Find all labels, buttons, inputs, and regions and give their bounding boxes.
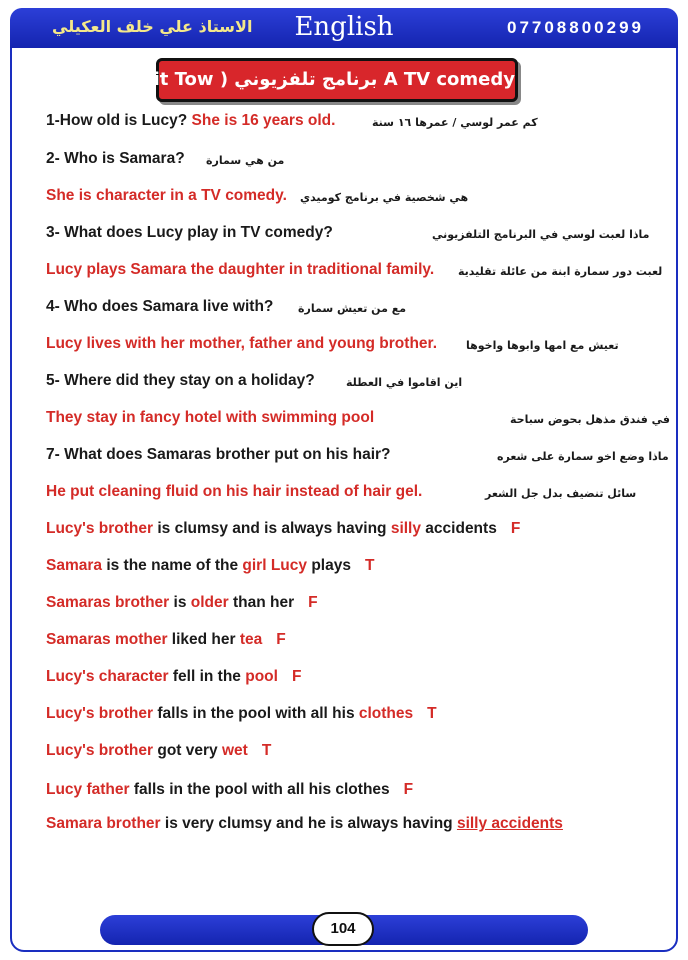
qa-line [46,150,185,168]
arabic-translation: ماذا لعبت لوسي في البرنامج التلفزيوني [432,228,650,241]
phone-number: 07708800299 [506,18,644,37]
statement-fragment: Lucy father [46,781,130,798]
answer-text: She is character in a TV comedy. [46,187,287,204]
tf-statement [46,742,271,760]
arabic-translation: اين اقاموا في العطلة [346,376,463,389]
statement-fragment: falls in the pool with all his [153,705,359,722]
answer-text: Lucy lives with her mother, father and young brother. [46,335,438,352]
statement-fragment: accidents [421,520,497,537]
statement-fragment: Lucy's character [46,668,169,685]
answer-text: He put cleaning fluid on his hair instead of hair gel. [46,483,423,500]
statement-fragment: Samaras mother [46,631,168,648]
tf-answer: T [427,705,437,722]
statement-fragment: fell in the [168,668,246,685]
arabic-translation: ماذا وضع اخو سمارة على شعره [497,450,669,463]
qa-line [46,187,287,205]
statement-fragment: falls in the pool with all his clothes [129,781,390,798]
arabic-translation: هي شخصية في برنامج كوميدي [300,191,469,204]
statement-fragment: Samaras brother [46,594,170,611]
tf-statement [46,815,563,833]
question-text: 3- What does Lucy play in TV comedy? [46,224,333,241]
tf-statement [46,631,286,649]
qa-line [46,446,391,464]
question-text: 2- Who is Samara? [46,150,185,167]
statement-fragment: Lucy's brother [46,742,154,759]
author-name: الاستاذ علي خلف العكيلي [52,17,253,36]
statement-fragment: older [190,594,229,611]
tf-statement [46,520,520,538]
statement-fragment: is [169,594,191,611]
statement-fragment: got very [153,742,222,759]
statement-fragment: is clumsy and is always having [153,520,391,537]
tf-answer: F [276,631,286,648]
arabic-translation: تعيش مع امها وابوها واخوها [466,339,619,352]
qa-line [46,335,437,353]
tf-statement [46,705,437,723]
tf-answer: T [261,742,272,759]
statement-fragment: pool [245,668,278,685]
answer-text: They stay in fancy hotel with swimming pool [46,409,375,426]
arabic-translation: في فندق مذهل بحوض سباحة [510,413,670,426]
tf-answer: F [403,781,414,798]
statement-fragment: than her [228,594,295,611]
qa-line [46,372,315,390]
statement-fragment: Lucy's brother [46,520,154,537]
answer-text: Lucy plays Samara the daughter in traditional family. [46,261,435,278]
question-text: 5- Where did they stay on a holiday? [46,372,315,389]
statement-fragment: tea [239,631,263,648]
qa-line [46,261,434,279]
statement-fragment: girl Lucy [242,557,308,574]
header-bar [10,8,678,48]
statement-fragment: liked her [167,631,240,648]
question-text: 1-How old is Lucy? [46,112,188,129]
statement-fragment: silly accidents [456,815,563,832]
page-number: 104 [312,912,374,946]
question-text: 4- Who does Samara live with? [46,298,274,315]
qa-line [46,409,374,427]
statement-fragment: silly [390,520,421,537]
statement-fragment: clothes [358,705,414,722]
arabic-translation: سائل تنضيف بدل جل الشعر [485,487,637,500]
question-text: 7- What does Samaras brother put on his hair? [46,446,391,463]
tf-statement [46,781,413,799]
qa-line [46,224,333,242]
statement-fragment: Lucy's brother [46,705,154,722]
tf-statement [46,594,318,612]
statement-fragment: wet [221,742,248,759]
subject-title: English [294,12,394,42]
tf-statement [46,668,301,686]
statement-fragment: plays [307,557,351,574]
arabic-translation: كم عمر لوسي / عمرها ١٦ سنة [372,116,538,129]
statement-fragment: is the name of the [102,557,243,574]
tf-answer: F [291,668,302,685]
qa-line [46,298,273,316]
answer-text: She is 16 years old. [191,112,336,129]
tf-answer: F [510,520,521,537]
statement-fragment: is very clumsy and he is always having [160,815,457,832]
arabic-translation: من هي سمارة [206,154,285,167]
qa-line [46,112,335,130]
qa-line [46,483,422,501]
tf-answer: F [308,594,318,611]
unit-title: A TV comedy برنامج تلفزيوني ( unit Tow ) [156,58,518,102]
statement-fragment: Samara brother [46,815,161,832]
tf-answer: T [364,557,375,574]
tf-statement [46,557,374,575]
arabic-translation: لعبت دور سمارة ابنة من عائلة تقليدية [458,265,663,278]
statement-fragment: Samara [46,557,103,574]
arabic-translation: مع من تعيش سمارة [298,302,407,315]
